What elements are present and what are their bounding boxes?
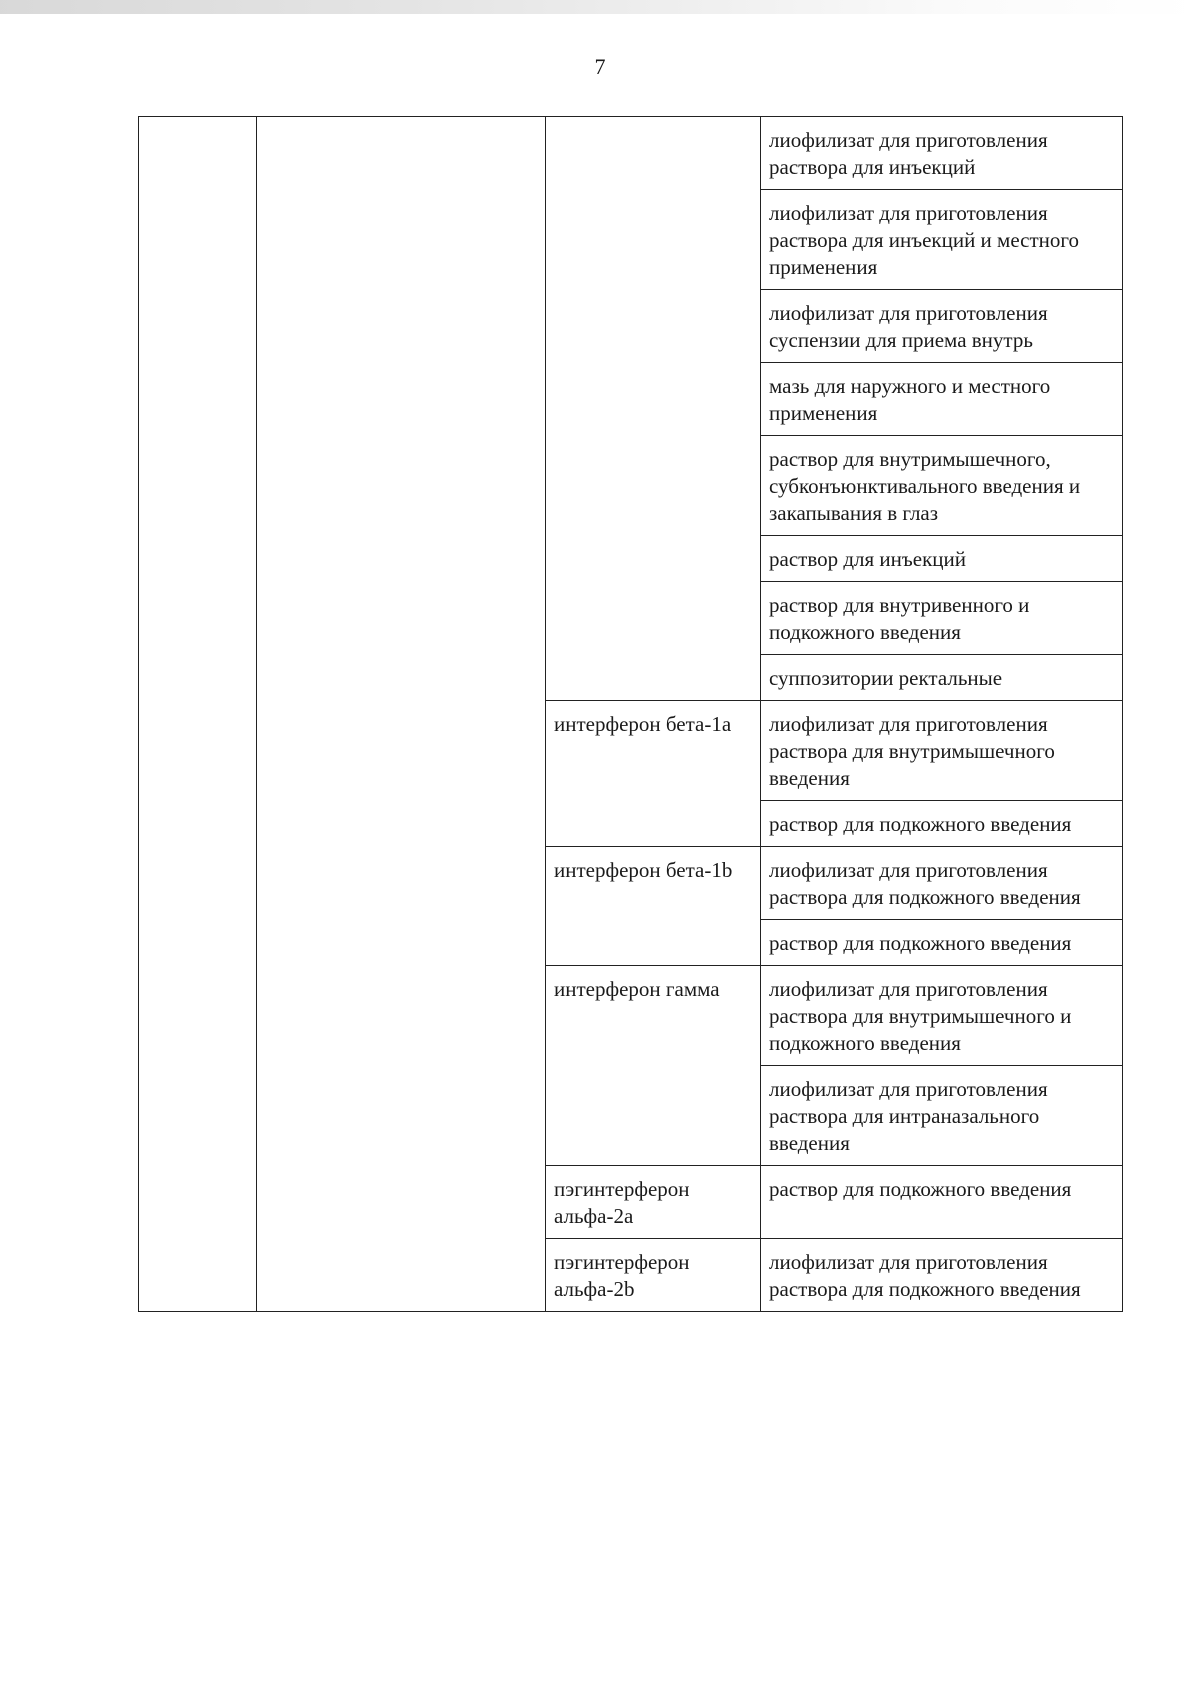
- dosage-form-cell: раствор для подкожного введения: [761, 801, 1123, 847]
- dosage-form-cell: раствор для подкожного введения: [761, 920, 1123, 966]
- dosage-form-cell: раствор для внутримышечного, субконъюнктивального введения и закапывания в глаз: [761, 436, 1123, 536]
- dosage-form-cell: лиофилизат для приготовления раствора для интраназального введения: [761, 1066, 1123, 1166]
- dosage-form-cell: лиофилизат для приготовления раствора для подкожного введения: [761, 847, 1123, 920]
- dosage-form-cell: лиофилизат для приготовления раствора для внутримышечного и подкожного введения: [761, 966, 1123, 1066]
- group-cell: [257, 117, 546, 1312]
- dosage-form-cell: лиофилизат для приготовления суспензии для приема внутрь: [761, 290, 1123, 363]
- drug-name-cell: пэгинтерферон альфа-2a: [546, 1166, 761, 1239]
- dosage-form-cell: раствор для подкожного введения: [761, 1166, 1123, 1239]
- drug-name-cell: интерферон гамма: [546, 966, 761, 1166]
- drug-table: [138, 116, 1123, 1312]
- dosage-form-cell: раствор для инъекций: [761, 536, 1123, 582]
- dosage-form-cell: лиофилизат для приготовления раствора для внутримышечного введения: [761, 701, 1123, 801]
- table-row: [139, 117, 1123, 190]
- dosage-form-cell: суппозитории ректальные: [761, 655, 1123, 701]
- dosage-form-cell: мазь для наружного и местного применения: [761, 363, 1123, 436]
- scan-edge: [0, 0, 1200, 14]
- page-number: 7: [594, 54, 606, 79]
- drug-name-cell: [546, 117, 761, 701]
- dosage-form-cell: раствор для внутривенного и подкожного введения: [761, 582, 1123, 655]
- dosage-form-cell: лиофилизат для приготовления раствора для инъекций и местного применения: [761, 190, 1123, 290]
- drug-name-cell: пэгинтерферон альфа-2b: [546, 1239, 761, 1312]
- dosage-form-cell: лиофилизат для приготовления раствора для инъекций: [761, 117, 1123, 190]
- code-cell: [139, 117, 257, 1312]
- drug-name-cell: интерферон бета-1b: [546, 847, 761, 966]
- drug-name-cell: интерферон бета-1a: [546, 701, 761, 847]
- dosage-form-cell: лиофилизат для приготовления раствора для подкожного введения: [761, 1239, 1123, 1312]
